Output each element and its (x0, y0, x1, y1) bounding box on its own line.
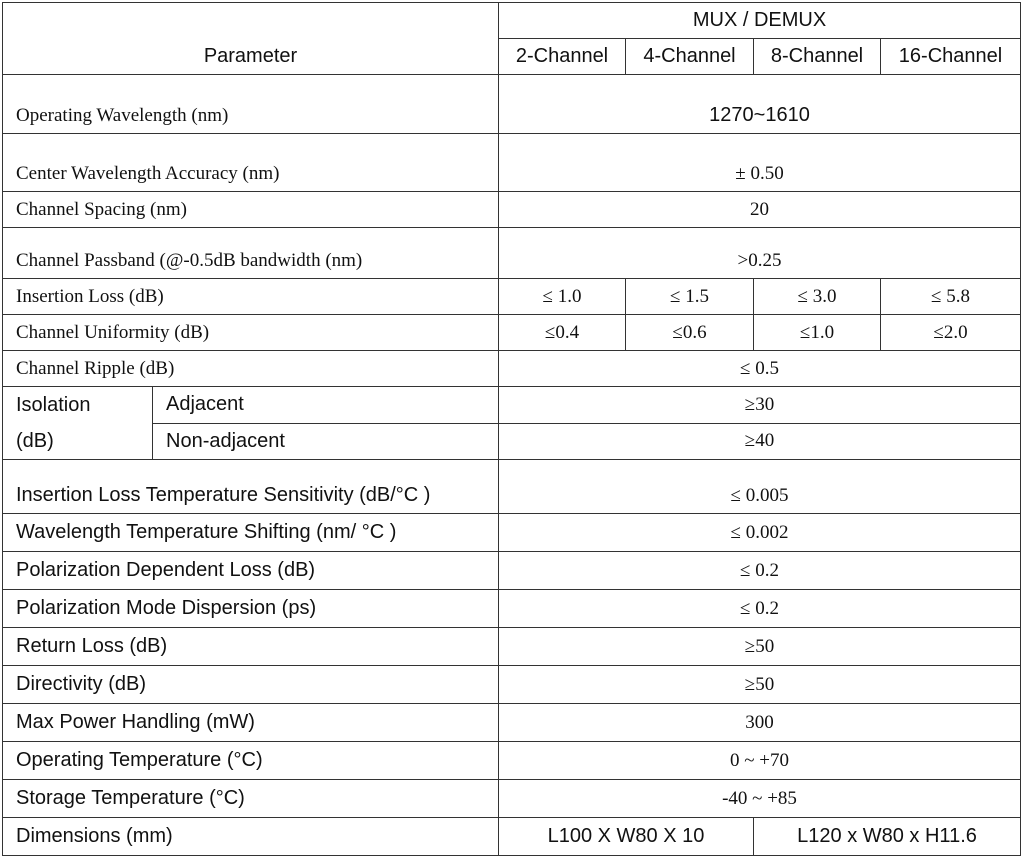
dimensions-8-16ch: L120 x W80 x H11.6 (754, 818, 1021, 856)
dimensions-2-4ch: L100 X W80 X 10 (499, 818, 754, 856)
table-row (3, 666, 1021, 704)
table-row (3, 780, 1021, 818)
row-value: 300 (499, 704, 1021, 742)
channel-header-16: 16-Channel (881, 39, 1021, 75)
row-value: ± 0.50 (499, 134, 1021, 192)
table-row (3, 228, 1021, 279)
uniformity-2ch: ≤0.4 (499, 315, 626, 351)
row-label: Operating Wavelength (nm) (3, 75, 499, 134)
table-row (3, 590, 1021, 628)
table-row (3, 742, 1021, 780)
row-label: Polarization Mode Dispersion (ps) (3, 590, 499, 628)
isolation-label: Isolation (16, 394, 91, 416)
insertion-loss-4ch: ≤ 1.5 (626, 279, 754, 315)
table-row (3, 75, 1021, 134)
isolation-non-adjacent-value: ≥40 (499, 423, 1021, 460)
table-row (3, 387, 1021, 424)
table-row (3, 192, 1021, 228)
table-row (3, 704, 1021, 742)
row-label: Dimensions (mm) (3, 818, 499, 856)
table-row (3, 279, 1021, 315)
row-label: Return Loss (dB) (3, 628, 499, 666)
uniformity-16ch: ≤2.0 (881, 315, 1021, 351)
uniformity-4ch: ≤0.6 (626, 315, 754, 351)
insertion-loss-2ch: ≤ 1.0 (499, 279, 626, 315)
table-row (3, 818, 1021, 856)
row-value: ≥50 (499, 628, 1021, 666)
channel-header-2: 2-Channel (499, 39, 626, 75)
channel-header-8: 8-Channel (754, 39, 881, 75)
table-row (3, 628, 1021, 666)
insertion-loss-8ch: ≤ 3.0 (754, 279, 881, 315)
table-row (3, 460, 1021, 514)
row-label: Insertion Loss (dB) (3, 279, 499, 315)
table-row (3, 315, 1021, 351)
row-label: Channel Uniformity (dB) (3, 315, 499, 351)
uniformity-8ch: ≤1.0 (754, 315, 881, 351)
row-label: Polarization Dependent Loss (dB) (3, 552, 499, 590)
row-label: Channel Ripple (dB) (3, 351, 499, 387)
row-value: 0 ~ +70 (499, 742, 1021, 780)
isolation-label-cell (3, 387, 153, 460)
table-row (3, 514, 1021, 552)
isolation-adjacent-label: Adjacent (153, 387, 499, 424)
row-value: -40 ~ +85 (499, 780, 1021, 818)
row-value: ≥50 (499, 666, 1021, 704)
row-label: Operating Temperature (°C) (3, 742, 499, 780)
row-label: Wavelength Temperature Shifting (nm/ °C ) (3, 514, 499, 552)
row-label: Channel Spacing (nm) (3, 192, 499, 228)
row-value: 20 (499, 192, 1021, 228)
channel-header-4: 4-Channel (626, 39, 754, 75)
table-row (3, 552, 1021, 590)
table-row (3, 423, 1021, 460)
row-value: ≤ 0.2 (499, 552, 1021, 590)
mux-demux-header: MUX / DEMUX (499, 3, 1021, 39)
row-value: ≤ 0.5 (499, 351, 1021, 387)
isolation-non-adjacent-label: Non-adjacent (153, 423, 499, 460)
parameter-header: Parameter (3, 3, 499, 75)
spec-table (2, 2, 1021, 856)
row-label: Insertion Loss Temperature Sensitivity (dB/°C ) (3, 460, 499, 514)
row-label: Channel Passband (@-0.5dB bandwidth (nm) (3, 228, 499, 279)
row-label: Max Power Handling (mW) (3, 704, 499, 742)
header-row (3, 3, 1021, 39)
table-row (3, 351, 1021, 387)
row-label: Storage Temperature (°C) (3, 780, 499, 818)
insertion-loss-16ch: ≤ 5.8 (881, 279, 1021, 315)
row-label: Center Wavelength Accuracy (nm) (3, 134, 499, 192)
row-value: ≤ 0.002 (499, 514, 1021, 552)
row-value: 1270~1610 (499, 75, 1021, 134)
row-value: >0.25 (499, 228, 1021, 279)
isolation-unit: (dB) (16, 430, 54, 452)
row-label: Directivity (dB) (3, 666, 499, 704)
table-row (3, 134, 1021, 192)
isolation-adjacent-value: ≥30 (499, 387, 1021, 424)
row-value: ≤ 0.2 (499, 590, 1021, 628)
row-value: ≤ 0.005 (499, 460, 1021, 514)
